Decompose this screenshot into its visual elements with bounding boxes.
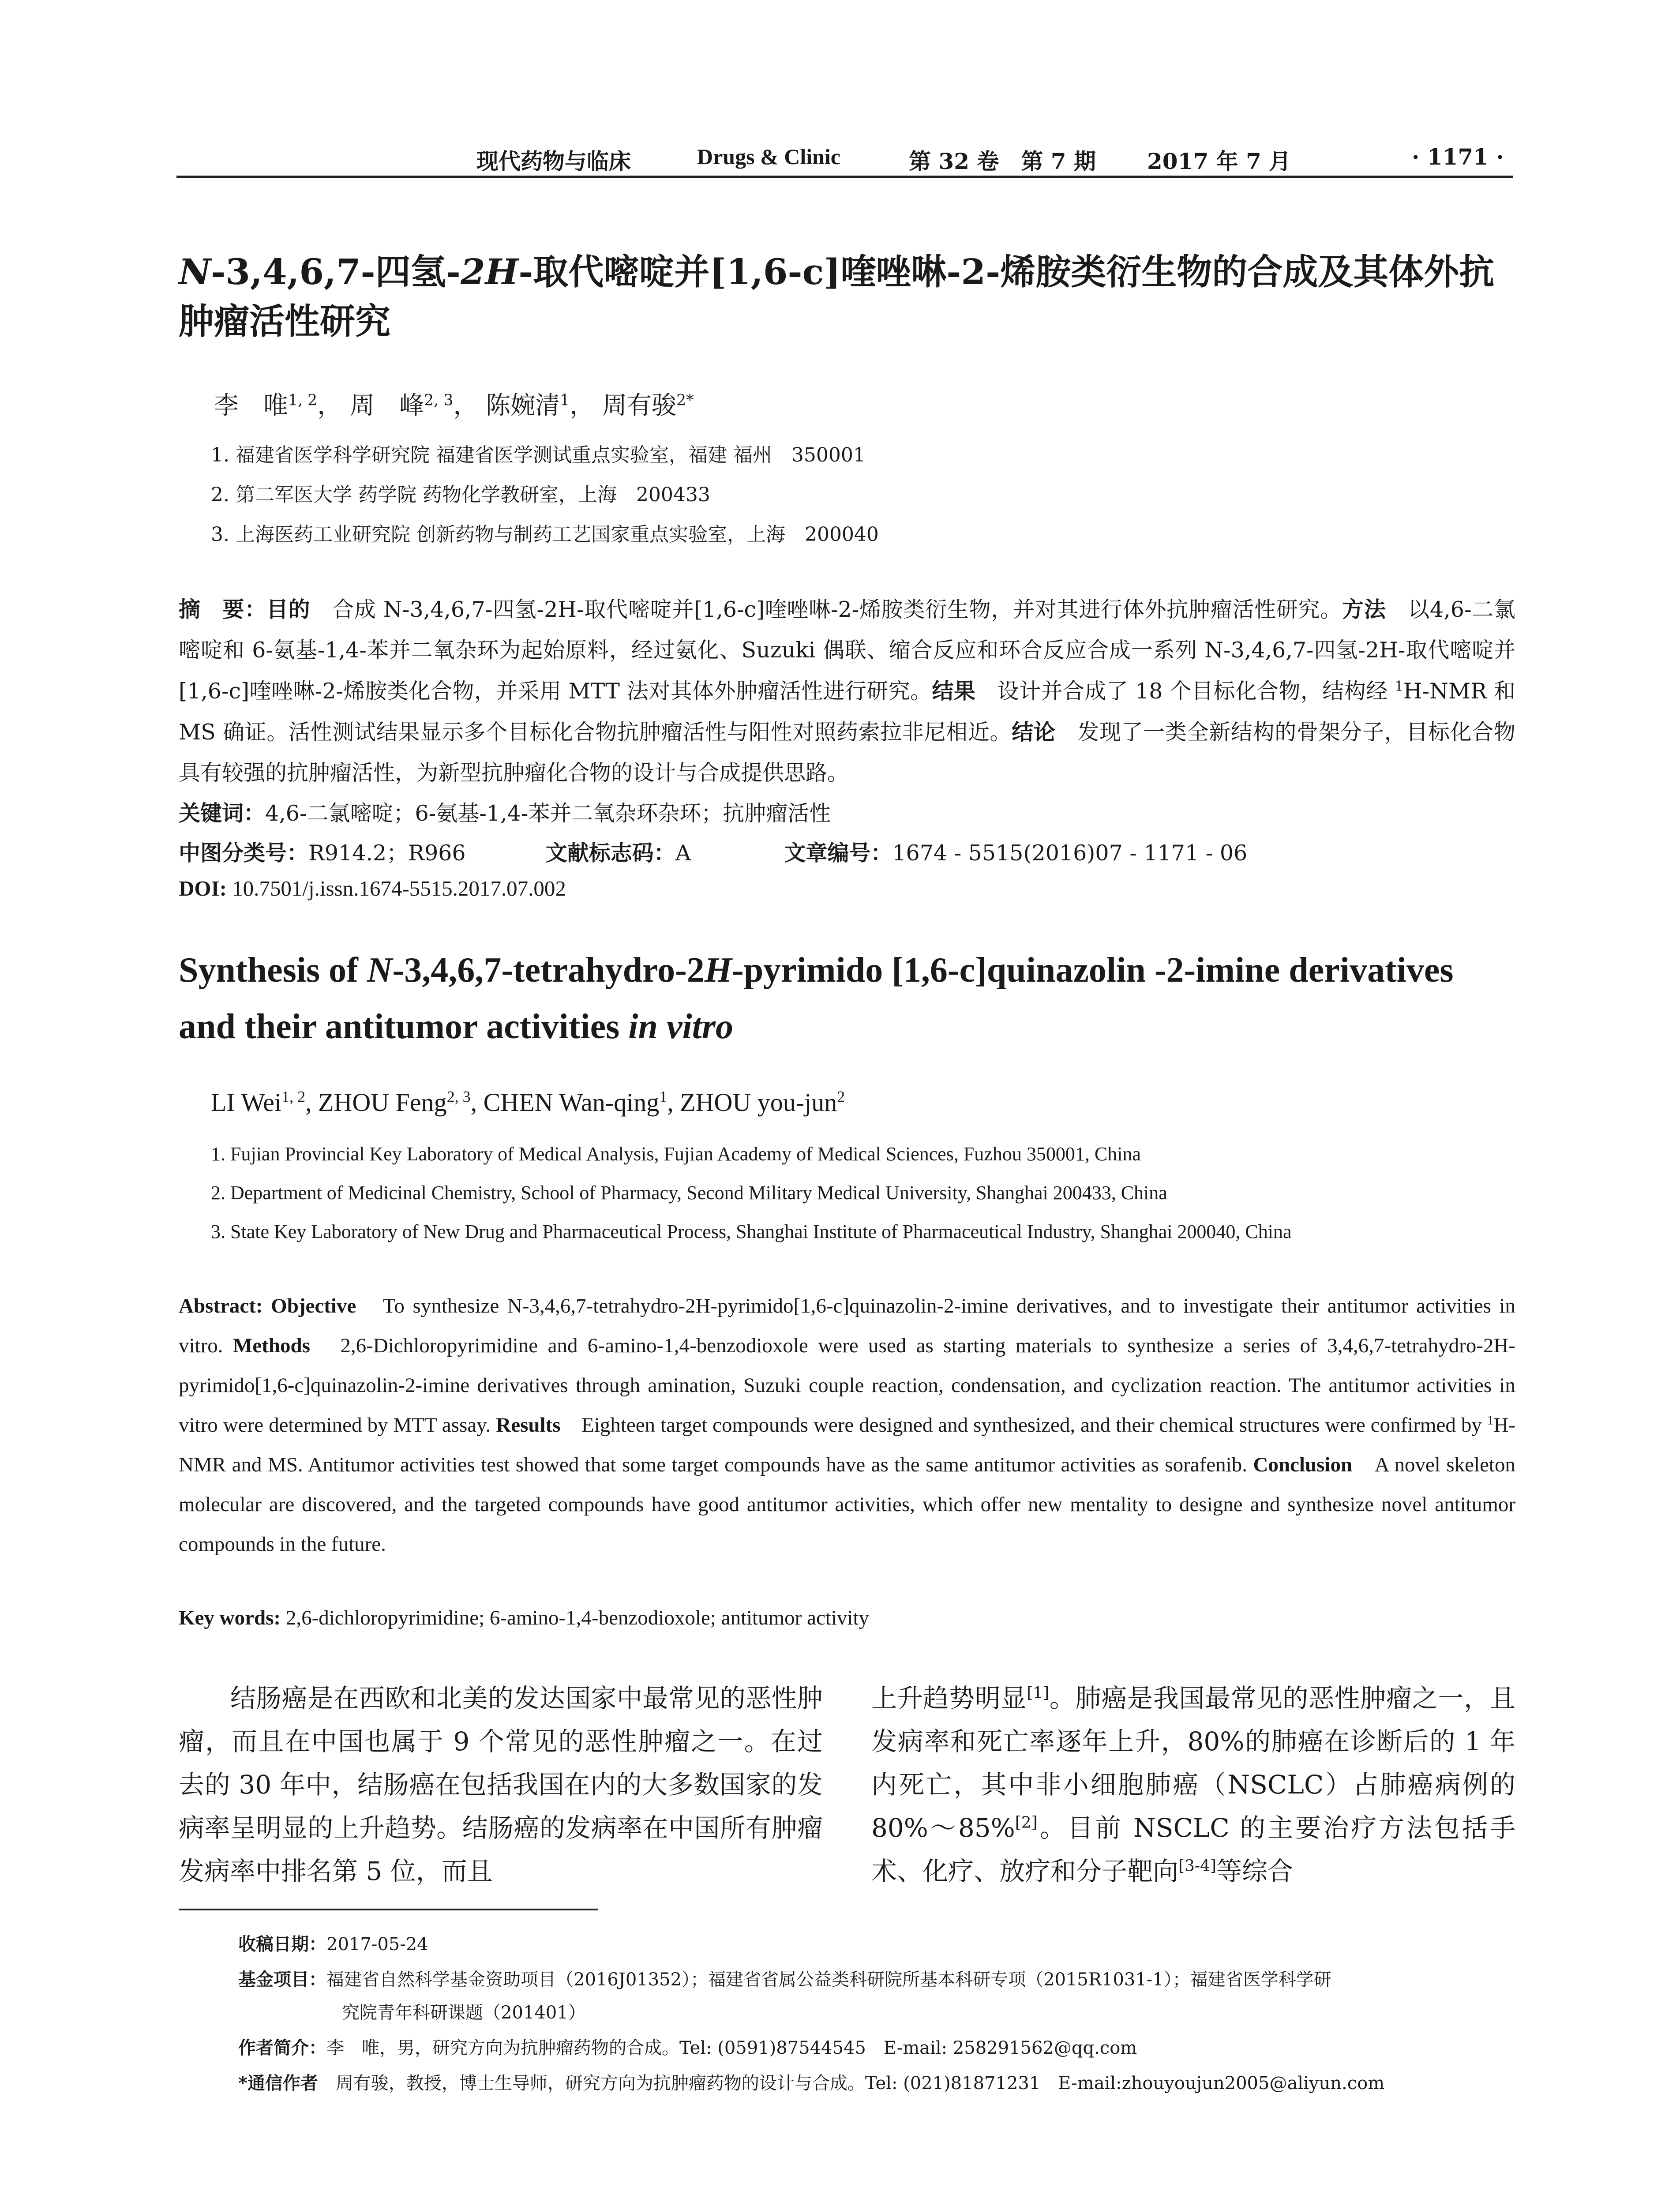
footnote-fund-cont: 究院青年科研课题（201401） bbox=[342, 2003, 586, 2023]
chinese-affiliation-2: 2. 第二军医大学 药学院 药物化学教研室，上海 200433 bbox=[211, 484, 710, 506]
footnote-corresponding: *通信作者 周有骏，教授，博士生导师，研究方向为抗肿瘤药物的设计与合成。Tel: (021)81871231 E-mail:zhouyoujun2005@aliyun.com bbox=[238, 2073, 1385, 2093]
english-affiliation-1: 1. Fujian Provincial Key Laboratory of Medical Analysis, Fujian Academy of Medical Sciences, Fuzhou 350001, China bbox=[211, 1143, 1141, 1165]
body-column-right: 上升趋势明显[1]。肺癌是我国最常见的恶性肿瘤之一，且发病率和死亡率逐年上升，80%的肺癌在诊断后的 1 年内死亡，其中非小细胞肺癌（NSCLC）占肺癌病例的 80%～85%[2]。目前 NSCLC 的主要治疗方法包括手术、化疗、放疗和分子靶向[3-4]等综合 bbox=[871, 1683, 1515, 1886]
footnote-received: 收稿日期：2017-05-24 bbox=[238, 1934, 428, 1955]
chinese-affiliation-1: 1. 福建省医学科学研究院 福建省医学测试重点实验室，福建 福州 350001 bbox=[211, 444, 866, 466]
english-authors: LI Wei$^{1, 2}$, ZHOU Feng$^{2, 3}$, CHEN Wan-qing$^1$, ZHOU you-jun$^2$ bbox=[211, 1088, 845, 1117]
chinese-abstract: 摘 要：目的 合成 N-3,4,6,7-四氢-2H-取代嘧啶并[1,6-c]喹唑啉-2-烯胺类衍生物，并对其进行体外抗肿瘤活性研究。方法 以4,6-二氯嘧啶和 6-氨基-1,4-苯并二氧杂环为起始原料，经过氨化、Suzuki 偶联、缩合反应和环合反应合成一系列 N-3,4,6,7-四氢-2H-取代嘧啶并[1,6-c]喹唑啉-2-烯胺类化合物，并采用 MTT 法对其体外肿瘤活性进行研究。结果 设计并合成了 18 个目标化合物，结构经 $^1$H-NMR 和 MS 确证。活性测试结果显示多个目标化合物抗肿瘤活性与阳性对照药索拉非尼相近。结论 发现了一类全新结构的骨架分子，目标化合物具有较强的抗肿瘤活性，为新型抗肿瘤化合物的设计与合成提供思路。 bbox=[179, 597, 1515, 785]
english-abstract: Abstract: Objective To synthesize N-3,4,6,7-tetrahydro-2H-pyrimido[1,6-c]quinazolin-2-imine derivatives, and to investigate their antitumor activities in vitro. Methods 2,6-Dichloropyrimidine and 6-amino-1,4-benzodioxole were used as starting materials to synthesize a series of 3,4,6,7-tetrahydro-2H-pyrimido[1,6-c]quinazolin-2-imine derivatives through amination, Suzuki couple reaction, condensation, and cyclization reaction. The antitumor activities in vitro were determined by MTT assay. Results Eighteen target compounds were designed and synthesized, and their chemical structures were confirmed by $^1$H-NMR and MS. Antitumor activities test showed that some target compounds have as the same antitumor activities as sorafenib. Conclusion A novel skeleton molecular are discovered, and the targeted compounds have good antitumor activities, which offer new mentality to designe and synthesize novel antitumor compounds in the future. bbox=[179, 1294, 1515, 1556]
english-affiliation-2: 2. Department of Medicinal Chemistry, School of Pharmacy, Second Military Medical University, Shanghai 200433, China bbox=[211, 1182, 1167, 1204]
doi-line: DOI: 10.7501/j.issn.1674-5515.2017.07.002 bbox=[179, 876, 566, 900]
footnote-fund: 基金项目：福建省自然科学基金资助项目（2016J01352）；福建省省属公益类科研院所基本科研专项（2015R1031-1）；福建省医学科学研 bbox=[238, 1969, 1331, 1990]
classification-line: 中图分类号：R914.2；R966 文献标志码：A 文章编号：1674 - 5515(2016)07 - 1171 - 06 bbox=[179, 840, 1248, 866]
issue-date: 2017 年 7 月 bbox=[1147, 148, 1291, 174]
english-affiliation-3: 3. State Key Laboratory of New Drug and Pharmaceutical Process, Shanghai Institute of Pharmaceutical Industry, Shanghai 200040, China bbox=[211, 1221, 1292, 1242]
english-keywords: Key words: 2,6-dichloropyrimidine; 6-amino-1,4-benzodioxole; antitumor activity bbox=[179, 1606, 870, 1629]
issue-info: 第 32 卷 第 7 期 bbox=[909, 148, 1096, 174]
journal-name-en: Drugs & Clinic bbox=[697, 144, 840, 169]
body-column-left: 结肠癌是在西欧和北美的发达国家中最常见的恶性肿瘤，而且在中国也属于 9 个常见的恶性肿瘤之一。在过去的 30 年中，结肠癌在包括我国在内的大多数国家的发病率呈明显的上升趋势。结肠癌的发病率在中国所有肿瘤发病率中排名第 5 位，而且 bbox=[179, 1683, 823, 1886]
page-number: · 1171 · bbox=[1412, 144, 1504, 170]
footnote-divider bbox=[179, 1909, 598, 1910]
chinese-affiliation-3: 3. 上海医药工业研究院 创新药物与制药工艺国家重点实验室，上海 200040 bbox=[211, 523, 879, 546]
running-header bbox=[176, 140, 1513, 178]
chinese-authors: 李 唯$^{1, 2}$， 周 峰$^{2, 3}$， 陈婉清$^1$， 周有骏$^{2*}$ bbox=[214, 391, 694, 420]
journal-name-cn: 现代药物与临床 bbox=[476, 148, 631, 174]
footnote-author: 作者简介：李 唯，男，研究方向为抗肿瘤药物的合成。Tel: (0591)87544545 E-mail: 258291562@qq.com bbox=[238, 2037, 1137, 2058]
chinese-keywords: 关键词：4,6-二氯嘧啶；6-氨基-1,4-苯并二氧杂环杂环；抗肿瘤活性 bbox=[179, 800, 831, 826]
chinese-title: N-3,4,6,7-四氢-2H-取代嘧啶并[1,6-c]喹唑啉-2-烯胺类衍生物的合成及其体外抗肿瘤活性研究 bbox=[179, 251, 1495, 342]
english-title: Synthesis of N-3,4,6,7-tetrahydro-2H-pyrimido [1,6-c]quinazolin -2-imine derivatives and their antitumor activities in vitro bbox=[179, 951, 1454, 1046]
